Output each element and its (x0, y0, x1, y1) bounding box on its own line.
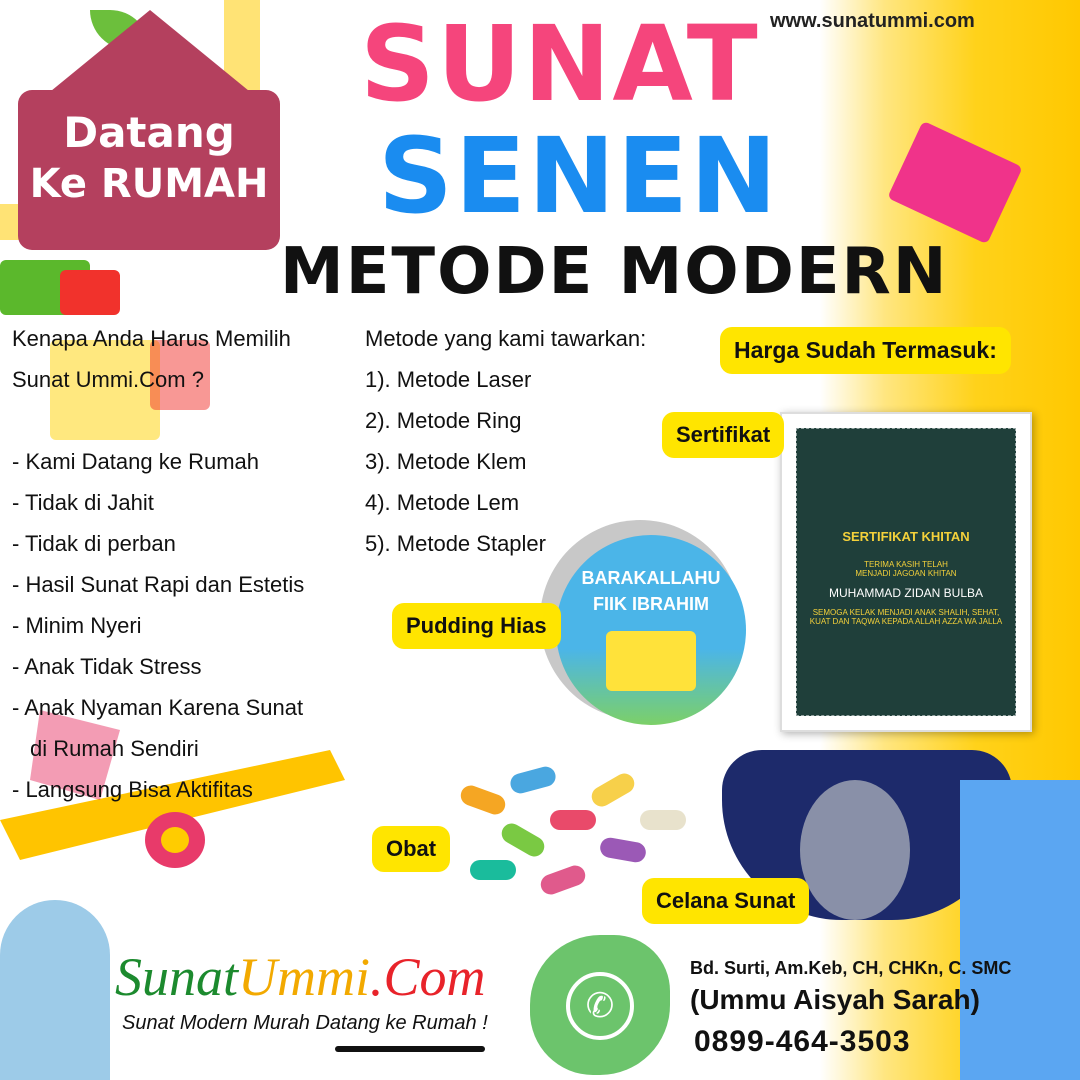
brush-underline (335, 1046, 485, 1052)
method-item: 5). Metode Stapler (365, 531, 546, 556)
title-senen: SENEN (378, 115, 780, 237)
tag-obat: Obat (372, 826, 450, 872)
tag-celana-sunat: Celana Sunat (642, 878, 809, 924)
certificate-wish: SEMOGA KELAK MENJADI ANAK SHALIH, SEHAT, KUAT DAN TAQWA KEPADA ALLAH AZZA WA JALLA (809, 608, 1003, 626)
reason-item: - Anak Nyaman Karena Sunat (12, 695, 304, 720)
badge-line1: Datang (63, 108, 235, 157)
website-url[interactable]: www.sunatummi.com (770, 10, 975, 32)
excavator-icon (606, 631, 696, 691)
reasons-heading-1: Kenapa Anda Harus Memilih (12, 326, 291, 351)
pudding-photo (556, 535, 746, 725)
certificate-name: MUHAMMAD ZIDAN BULBA (828, 586, 983, 600)
pants-shield (800, 780, 910, 920)
reason-item: - Minim Nyeri (12, 613, 142, 638)
title-sunat: SUNAT (360, 3, 760, 125)
method-item: 1). Metode Laser (365, 367, 532, 392)
badge-line2: Ke RUMAH (29, 161, 269, 207)
tag-sertifikat: Sertifikat (662, 412, 784, 458)
reason-item: - Tidak di perban (12, 531, 176, 556)
red-lego-brick (60, 270, 120, 315)
brand-part1: Sunat (115, 947, 239, 1007)
brand-slogan: Sunat Modern Murah Datang ke Rumah ! (122, 1012, 488, 1034)
reason-item: - Anak Tidak Stress (12, 654, 202, 679)
reason-item: di Rumah Sendiri (30, 736, 199, 761)
certificate-line1: TERIMA KASIH TELAH (864, 560, 948, 569)
title-metode-modern: METODE MODERN (280, 235, 949, 309)
brand-part3: .Com (370, 947, 486, 1007)
method-item: 2). Metode Ring (365, 408, 522, 433)
reason-item: - Tidak di Jahit (12, 490, 154, 515)
contact-phone[interactable]: 0899-464-3503 (694, 1025, 911, 1058)
certificate-photo (780, 412, 1032, 732)
whatsapp-phone-icon[interactable]: ✆ (566, 972, 634, 1040)
reason-item: - Hasil Sunat Rapi dan Estetis (12, 572, 305, 597)
contact-name: (Ummu Aisyah Sarah) (690, 984, 980, 1015)
nurse-illustration (0, 900, 110, 1080)
home-visit-badge (18, 90, 280, 250)
tag-pudding-hias: Pudding Hias (392, 603, 561, 649)
method-item: 3). Metode Klem (365, 449, 527, 474)
pudding-line1: BARAKALLAHU (581, 568, 721, 588)
brand-logo (115, 947, 486, 1007)
certificate-title: SERTIFIKAT KHITAN (842, 529, 970, 544)
reason-item: - Langsung Bisa Aktifitas (12, 777, 253, 802)
contact-credentials: Bd. Surti, Am.Keb, CH, CHKn, C. SMC (690, 958, 1012, 978)
included-heading: Harga Sudah Termasuk: (720, 327, 1011, 374)
pudding-line2: FIIK IBRAHIM (593, 594, 709, 614)
house-roof-icon (40, 10, 260, 100)
reason-item: - Kami Datang ke Rumah (12, 449, 259, 474)
methods-heading: Metode yang kami tawarkan: (365, 326, 647, 351)
reasons-heading-2: Sunat Ummi.Com ? (12, 367, 204, 392)
toy-castle (960, 780, 1080, 1080)
certificate-line2: MENJADI JAGOAN KHITAN (855, 569, 957, 578)
brand-part2: Ummi (238, 947, 371, 1007)
reasons-list (12, 318, 357, 810)
method-item: 4). Metode Lem (365, 490, 520, 515)
